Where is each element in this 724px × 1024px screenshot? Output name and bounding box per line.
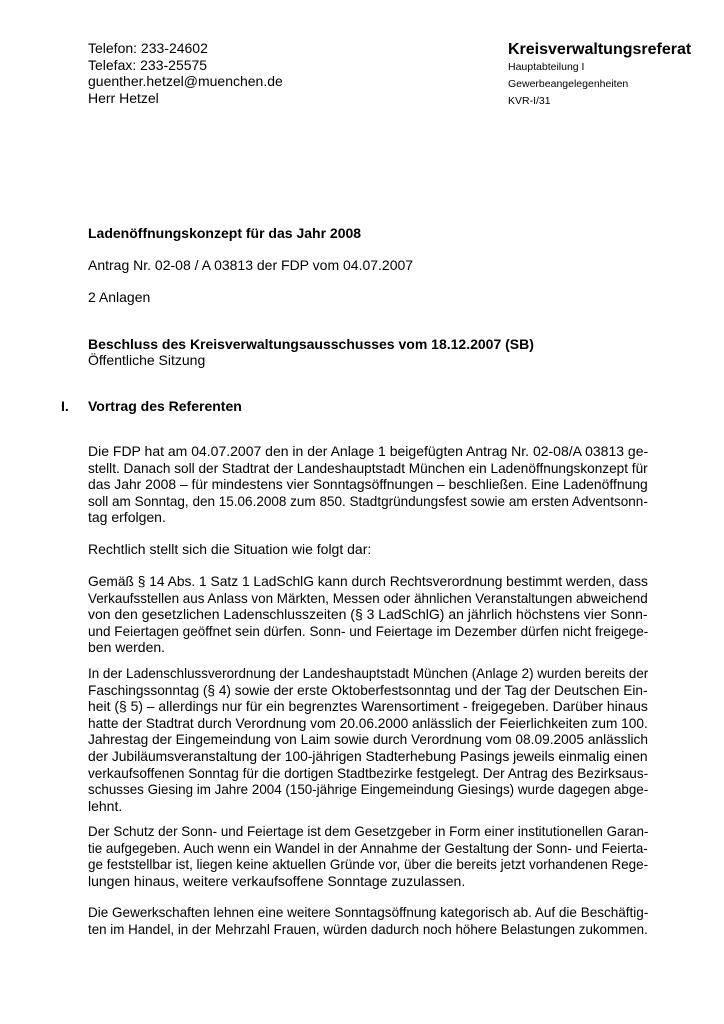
paragraph-line: Die Gewerkschaften lehnen eine weitere Sonntagsöffnung kategorisch ab. Auf die Beschäftig- xyxy=(88,904,649,920)
section-title: Vortrag des Referenten xyxy=(88,398,242,414)
paragraph-line: Verkaufsstellen aus Anlass von Märkten, Messen oder ähnlichen Veranstaltungen abweichend xyxy=(88,589,648,606)
paragraph-protection xyxy=(88,823,648,889)
paragraph-line: lungen hinaus, weitere verkaufsoffene Sonntage zuzulassen. xyxy=(88,872,466,889)
paragraph-unions xyxy=(88,904,648,937)
paragraph-law xyxy=(88,573,648,656)
paragraph-line: ten im Handel, in der Mehrzahl Frauen, würden dadurch noch höhere Belastungen zukommen. xyxy=(88,920,648,937)
paragraph-line: Jahrestag der Eingemeindung von Laim sowie durch Verordnung vom 08.09.2005 anlässlich xyxy=(88,731,649,748)
email-address: guenther.hetzel@muenchen.de xyxy=(88,73,283,89)
fax-number: Telefax: 233-25575 xyxy=(88,56,208,73)
contact-block xyxy=(88,40,283,106)
paragraph-line: soll am Sonntag, den 15.06.2008 zum 850. Stadtgründungsfest sowie am ersten Adventsonn- xyxy=(88,492,648,509)
paragraph-line: tie aufgegeben. Auch wenn ein Wandel in der Annahme der Gestaltung der Sonn- und Feierta- xyxy=(88,839,648,856)
resolution-title: Beschluss des Kreisverwaltungsausschusses vom 18.12.2007 (SB) xyxy=(88,336,534,352)
contact-person: Herr Hetzel xyxy=(88,89,159,106)
paragraph-line: Die FDP hat am 04.07.2007 den in der Anlage 1 beigefügten Antrag Nr. 02-08/A 03813 ge- xyxy=(88,443,649,459)
section-number: I. xyxy=(61,398,69,414)
paragraph-legal-intro xyxy=(88,541,648,558)
phone-number: Telefon: 233-24602 xyxy=(88,40,208,56)
paragraph-line: das Jahr 2008 – für mindestens vier Sonntagsöffnungen – beschließen. Eine Ladenöffnung xyxy=(88,476,648,493)
paragraph-line: hatte der Stadtrat durch Verordnung vom 20.06.2000 anlässlich der Feierlichkeiten zum 100. xyxy=(88,714,648,731)
paragraph-line: tag erfolgen. xyxy=(88,509,166,526)
paragraph-motion xyxy=(88,443,648,526)
attachments-note: 2 Anlagen xyxy=(88,289,151,305)
paragraph-line: Rechtlich stellt sich die Situation wie folgt dar: xyxy=(88,541,372,557)
paragraph-line: von den gesetzlichen Ladenschlusszeiten (§ 3 LadSchlG) an jährlich höchstens vier Sonn- xyxy=(88,606,648,623)
paragraph-line: schusses Giesing im Jahre 2004 (150-jährige Eingemeindung Giesings) wurde dagegen abge- xyxy=(88,781,649,798)
department-code: KVR-I/31 xyxy=(508,95,551,107)
subject-title: Ladenöffnungskonzept für das Jahr 2008 xyxy=(88,225,362,241)
session-type: Öffentliche Sitzung xyxy=(88,352,206,368)
paragraph-line: heit (§ 5) – allerdings nur für ein begrenztes Warensortiment - freigegeben. Darüber hinaus xyxy=(88,698,648,715)
department-division: Hauptabteilung I xyxy=(508,61,585,73)
paragraph-line: ge feststellbar ist, liegen keine aktuellen Gründe vor, über die bereits jetzt vorhandenen Rege- xyxy=(88,856,649,873)
department-unit: Gewerbeangelegenheiten xyxy=(508,78,629,90)
paragraph-ordinance xyxy=(88,665,648,814)
paragraph-line: verkaufsoffenen Sonntag für die dortigen Stadtbezirke festgelegt. Der Antrag des Bezirksaus- xyxy=(88,764,649,781)
paragraph-line: stellt. Danach soll der Stadtrat der Landeshauptstadt München ein Ladenöffnungskonzept für xyxy=(88,459,648,476)
department-name: Kreisverwaltungsreferat xyxy=(508,41,692,58)
paragraph-line: Der Schutz der Sonn- und Feiertage ist dem Gesetzgeber in Form einer institutionellen Garan- xyxy=(88,823,649,839)
paragraph-line: Gemäß § 14 Abs. 1 Satz 1 LadSchlG kann durch Rechtsverordnung bestimmt werden, dass xyxy=(88,573,648,589)
paragraph-line: Faschingssonntag (§ 4) sowie der erste Oktoberfestsonntag und der Tag der Deutschen Ein- xyxy=(88,681,648,698)
paragraph-line: ben werden. xyxy=(88,639,166,656)
motion-reference: Antrag Nr. 02-08 / A 03813 der FDP vom 04.07.2007 xyxy=(88,257,414,273)
paragraph-line: In der Ladenschlussverordnung der Landeshauptstadt München (Anlage 2) wurden bereits der xyxy=(88,665,649,681)
paragraph-line: der Jubiläumsveranstaltung der 100-jährigen Stadterhebung Pasings jeweils einmalig einen xyxy=(88,747,648,764)
paragraph-line: und Feiertagen geöffnet sein dürfen. Sonn- und Feiertage im Dezember dürfen nicht freigege- xyxy=(88,622,649,639)
paragraph-line: lehnt. xyxy=(88,797,123,814)
department-block xyxy=(508,40,691,110)
